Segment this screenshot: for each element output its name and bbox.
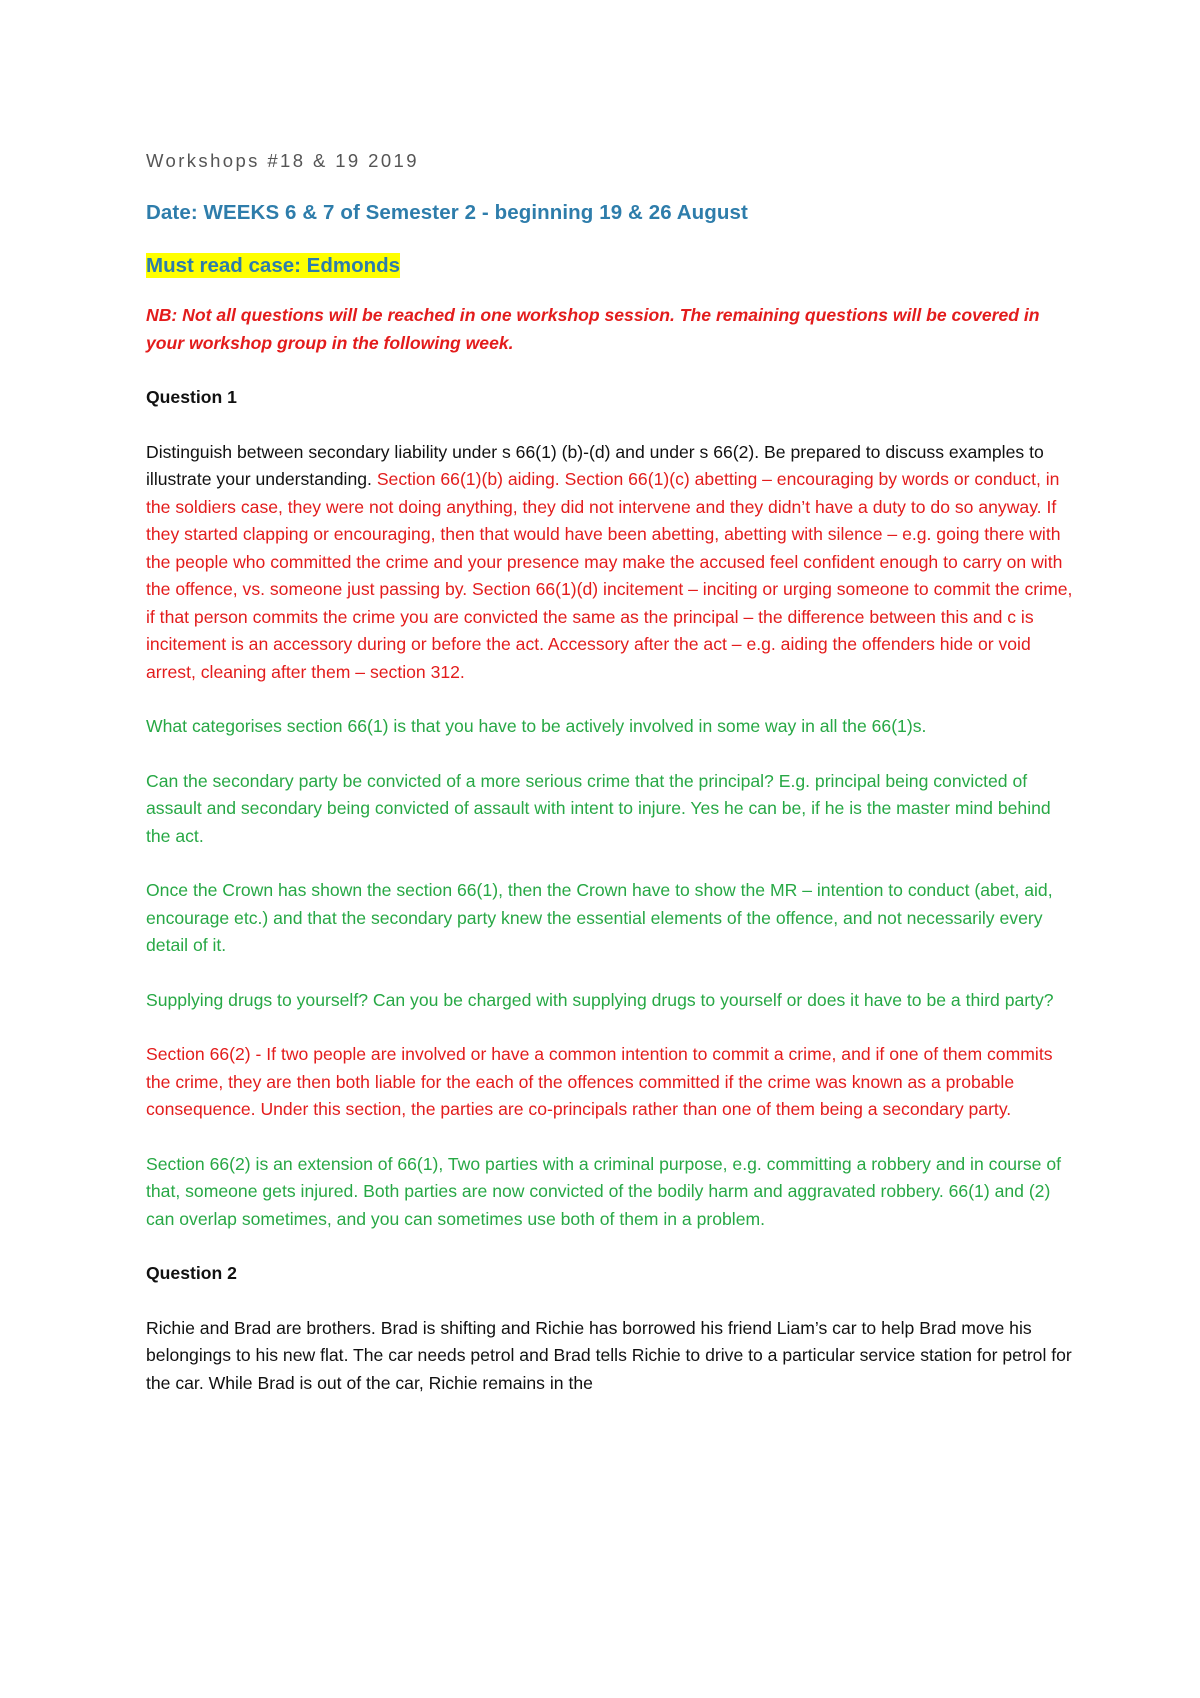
date-line: Date: WEEKS 6 & 7 of Semester 2 - beginning 19 & 26 August (146, 201, 748, 224)
question-1-prompt (146, 439, 1076, 687)
note-drugs: Supplying drugs to yourself? Can you be charged with supplying drugs to yourself or does it have to be a third party? (146, 989, 1054, 1010)
question-2-heading: Question 2 (146, 1263, 237, 1283)
question-1-answer-notes: Section 66(1)(b) aiding. Section 66(1)(c) abetting – encouraging by words or conduct, in the soldiers case, they were not doing anything, they did not intervene and they didn’t have a duty to do so anyway. If they started clapping or encouraging, then that would have been abetting, abetting with silence – e.g. going there with the people who committed the crime and your presence may make the accused feel confident enough to carry on with the offence, vs. someone just passing by. Section 66(1)(d) incitement – inciting or urging someone to commit the crime, if that person commits the crime you are convicted the same as the principal – the difference between this and c is incitement is an accessory during or before the act. Accessory after the act – e.g. aiding the offenders hide or void arrest, cleaning after them – section 312. (146, 469, 1073, 682)
note-section-66-2: Section 66(2) - If two people are involved or have a common intention to commit a crime, and if one of them commits the crime, they are then both liable for the each of the offences committed if the crime was known as a probable consequence. Under this section, the parties are co-principals rather than one of them being a secondary party. (146, 1044, 1053, 1119)
note-categorises: What categorises section 66(1) is that you have to be actively involved in some way in all the 66(1)s. (146, 716, 927, 736)
note-serious-crime: Can the secondary party be convicted of a more serious crime that the principal? E.g. principal being convicted of assault and secondary being convicted of assault with intent to injure. Yes he can be, if he is the master mind behind the act. (146, 770, 1051, 846)
note-extension: Section 66(2) is an extension of 66(1), Two parties with a criminal purpose, e.g. committing a robbery and in course of that, someone gets injured. Both parties are now convicted of the bodily harm and aggravated robbery. 66(1) and (2) can overlap sometimes, and you can sometimes use both of them in a problem. (146, 1153, 1062, 1229)
must-read-highlight: Must read case: Edmonds (146, 254, 401, 277)
document-body (146, 146, 1076, 1397)
document-title: Workshops #18 & 19 2019 (146, 150, 419, 171)
question-2-text: Richie and Brad are brothers. Brad is shifting and Richie has borrowed his friend Liam’s car to help Brad move his belongings to his new flat. The car needs petrol and Brad tells Richie to drive to a particular service station for petrol for the car. While Brad is out of the car, Richie remains in the (146, 1317, 1072, 1393)
nb-note: NB: Not all questions will be reached in one workshop session. The remaining questions will be covered in your workshop group in the following week. (146, 305, 1040, 353)
must-read-line (146, 251, 1076, 281)
question-1-heading: Question 1 (146, 387, 237, 407)
note-crown: Once the Crown has shown the section 66(1), then the Crown have to show the MR – intention to conduct (abet, aid, encourage etc.) and that the secondary party knew the essential elements of the offence, and not necessarily every detail of it. (146, 880, 1053, 955)
question-1-prompt-text: Distinguish between secondary liability under s 66(1) (b)-(d) and under s 66(2). Be prepared to discuss examples to illustrate your understanding. (146, 441, 1044, 489)
